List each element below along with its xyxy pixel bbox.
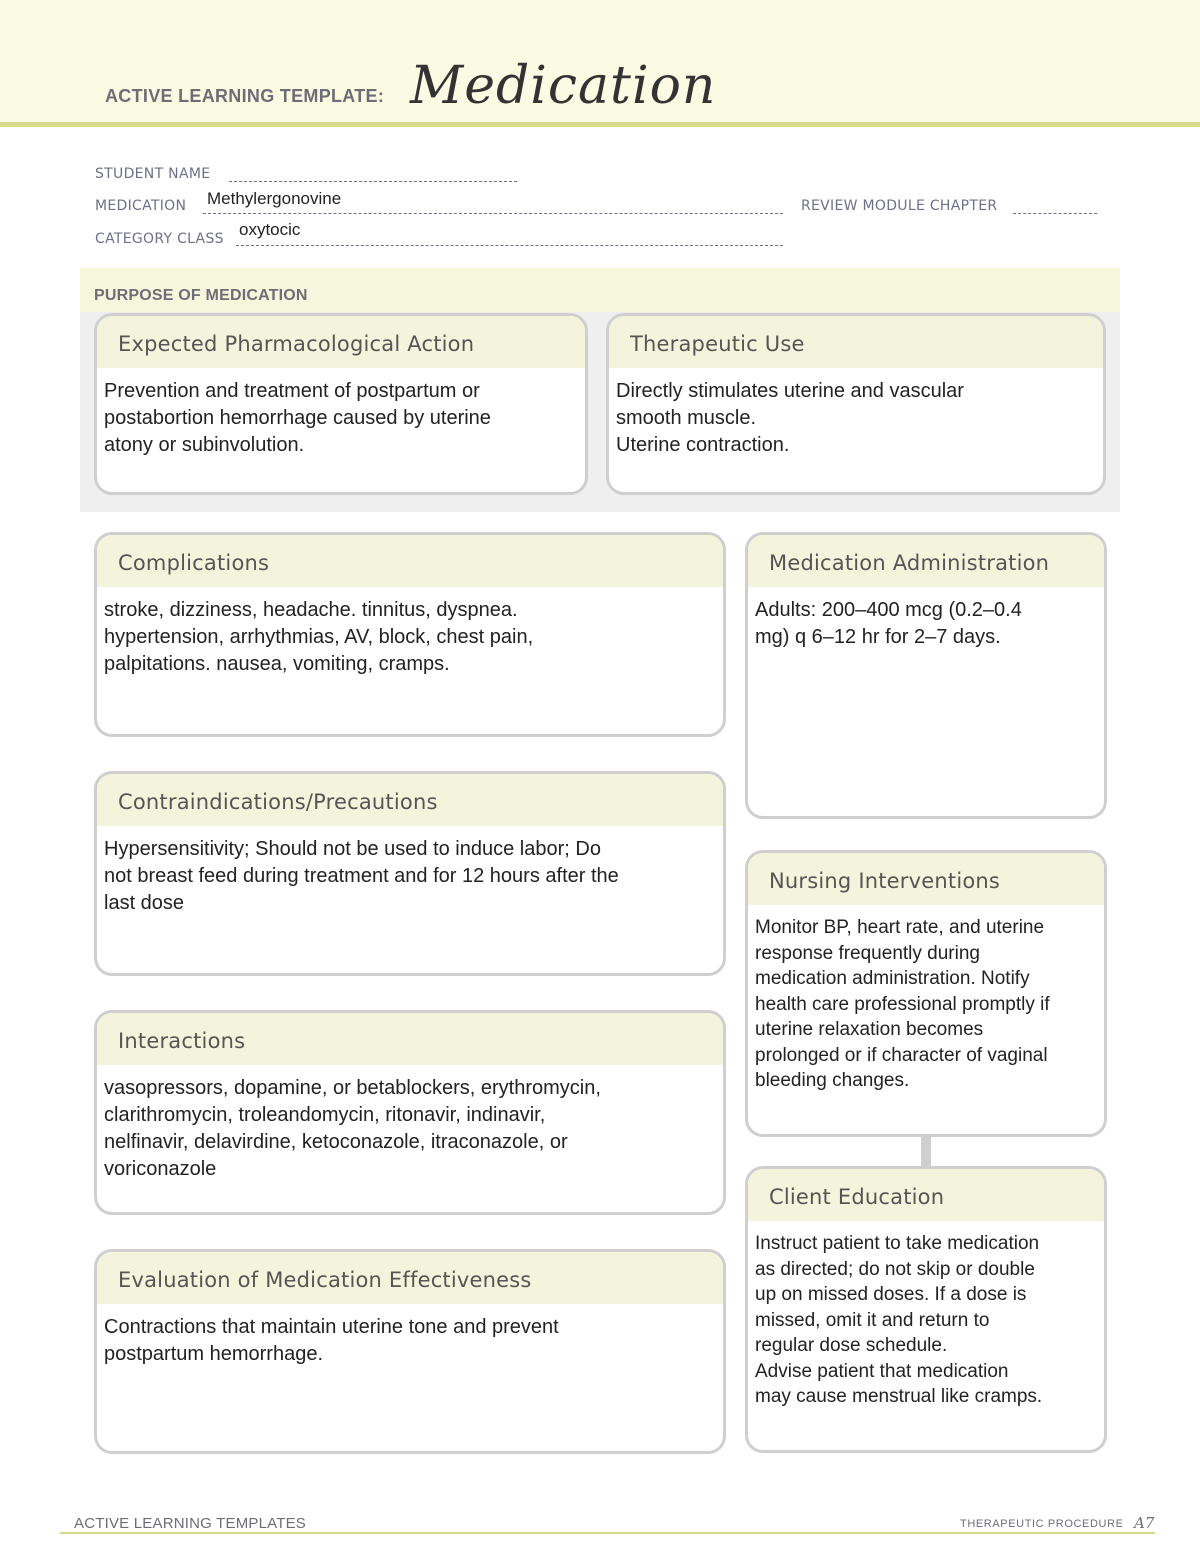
complications-line: hypertension, arrhythmias, AV, block, chest pain, <box>104 626 534 648</box>
nursing-line: medication administration. Notify <box>755 968 1030 989</box>
evaluation-box <box>94 1249 726 1454</box>
expected-action-line: Prevention and treatment of postpartum or <box>104 380 480 402</box>
nursing-line: uterine relaxation becomes <box>755 1019 984 1040</box>
student-name-label: STUDENT NAME <box>95 166 211 182</box>
therapeutic-use-line: smooth muscle. <box>616 407 757 429</box>
nursing-line: health care professional promptly if <box>755 993 1050 1015</box>
education-line: as directed; do not skip or double <box>755 1258 1035 1280</box>
complications-body[interactable] <box>97 587 723 678</box>
review-module-field[interactable] <box>1013 213 1097 214</box>
education-title: Client Education <box>748 1169 1104 1221</box>
expected-action-body[interactable] <box>97 368 585 459</box>
administration-line: Adults: 200–400 mcg (0.2–0.4 <box>755 599 1022 621</box>
contraindications-title: Contraindications/Precautions <box>97 774 723 826</box>
administration-title: Medication Administration <box>748 535 1104 587</box>
education-box <box>745 1166 1107 1453</box>
interactions-line: vasopressors, dopamine, or betablockers, erythromycin, <box>104 1077 601 1099</box>
complications-box <box>94 532 726 737</box>
education-line: up on missed doses. If a dose is <box>755 1284 1027 1305</box>
interactions-line: voriconazole <box>104 1158 217 1180</box>
template-label: ACTIVE LEARNING TEMPLATE: <box>105 86 385 106</box>
education-line: may cause menstrual like cramps. <box>755 1386 1043 1407</box>
template-title: Medication <box>410 56 717 116</box>
category-class-label: CATEGORY CLASS <box>95 231 224 247</box>
expected-action-title: Expected Pharmacological Action <box>97 316 585 368</box>
administration-line: mg) q 6–12 hr for 2–7 days. <box>755 626 1001 648</box>
expected-action-box <box>94 313 588 495</box>
interactions-line: nelfinavir, delavirdine, ketoconazole, itraconazole, or <box>104 1131 568 1153</box>
interactions-title: Interactions <box>97 1013 723 1065</box>
nursing-box <box>745 850 1107 1137</box>
administration-box <box>745 532 1107 819</box>
nursing-line: response frequently during <box>755 942 980 964</box>
nursing-body[interactable] <box>748 905 1104 1094</box>
footer-section-label: THERAPEUTIC PROCEDURE <box>960 1518 1124 1530</box>
education-body[interactable] <box>748 1221 1104 1410</box>
interactions-box <box>94 1010 726 1215</box>
contraindications-body[interactable] <box>97 826 723 917</box>
therapeutic-use-line: Uterine contraction. <box>616 434 790 456</box>
expected-action-line: atony or subinvolution. <box>104 434 305 456</box>
medication-field[interactable] <box>203 213 783 214</box>
administration-body[interactable] <box>748 587 1104 651</box>
interactions-line: clarithromycin, troleandomycin, ritonavir, indinavir, <box>104 1104 546 1126</box>
header-divider <box>0 122 1200 127</box>
category-class-field[interactable] <box>236 245 783 246</box>
contraindications-line: Hypersensitivity; Should not be used to induce labor; Do <box>104 838 601 860</box>
nursing-title: Nursing Interventions <box>748 853 1104 905</box>
purpose-label: PURPOSE OF MEDICATION <box>94 287 308 304</box>
complications-line: palpitations. nausea, vomiting, cramps. <box>104 653 450 675</box>
therapeutic-use-title: Therapeutic Use <box>609 316 1103 368</box>
contraindications-line: last dose <box>104 892 185 914</box>
complications-line: stroke, dizziness, headache. tinnitus, dyspnea. <box>104 599 518 621</box>
complications-title: Complications <box>97 535 723 587</box>
expected-action-line: postabortion hemorrhage caused by uterine <box>104 407 491 429</box>
page-number: A7 <box>1134 1514 1155 1532</box>
education-line: missed, omit it and return to <box>755 1309 990 1331</box>
evaluation-title: Evaluation of Medication Effectiveness <box>97 1252 723 1304</box>
therapeutic-use-line: Directly stimulates uterine and vascular <box>616 380 964 402</box>
contraindications-line: not breast feed during treatment and for 12 hours after the <box>104 865 619 887</box>
nursing-line: bleeding changes. <box>755 1070 910 1091</box>
contraindications-box <box>94 771 726 976</box>
therapeutic-use-body[interactable] <box>609 368 1103 459</box>
box-connector <box>921 1136 931 1166</box>
nursing-line: prolonged or if character of vaginal <box>755 1044 1048 1066</box>
therapeutic-use-box <box>606 313 1106 495</box>
category-class-value: oxytocic <box>239 220 301 239</box>
evaluation-body[interactable] <box>97 1304 723 1368</box>
nursing-line: Monitor BP, heart rate, and uterine <box>755 917 1045 938</box>
evaluation-line: Contractions that maintain uterine tone and prevent <box>104 1316 559 1338</box>
interactions-body[interactable] <box>97 1065 723 1183</box>
footer-divider <box>60 1532 1155 1534</box>
medication-value: Methylergonovine <box>207 189 342 208</box>
evaluation-line: postpartum hemorrhage. <box>104 1343 324 1365</box>
education-line: Advise patient that medication <box>755 1360 1009 1382</box>
review-module-label: REVIEW MODULE CHAPTER <box>801 198 998 214</box>
medication-label: MEDICATION <box>95 198 187 214</box>
education-line: regular dose schedule. <box>755 1335 948 1356</box>
footer-series-label: ACTIVE LEARNING TEMPLATES <box>74 1515 306 1532</box>
student-name-field[interactable] <box>229 181 517 182</box>
education-line: Instruct patient to take medication <box>755 1233 1040 1254</box>
